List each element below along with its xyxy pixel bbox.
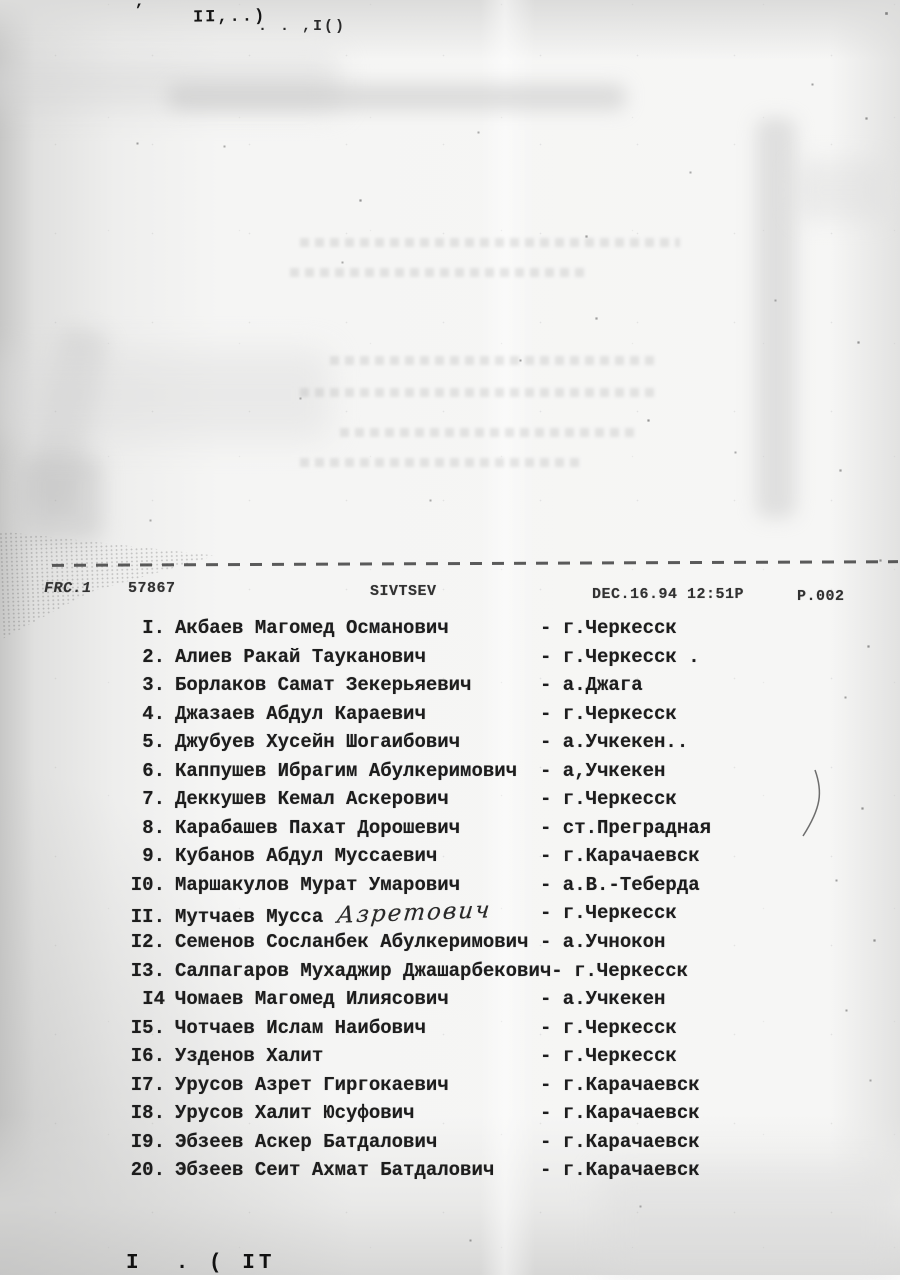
person-location: - г.Черкесск [540,617,677,639]
list-item [100,1131,840,1160]
person-name: Чотчаев Ислам Наибович [175,1016,426,1039]
person-name: Урусов Азрет Гиргокаевич [175,1073,449,1096]
list-item [100,988,840,1017]
stray-mark: ІІ,..) [192,7,267,28]
person-name: Кубанов Абдул Муссаевич [175,845,438,868]
person-name: Семенов Сосланбек Абулкеримович [175,931,529,954]
row-number: I0. [130,873,165,896]
row-number: I6. [130,1045,165,1068]
row-number: 4. [142,702,165,725]
person-location: - г.Карачаевск [540,1159,700,1182]
list-item [100,931,840,960]
row-number: I8. [130,1102,165,1125]
list-item [100,1102,840,1131]
list-item [100,1159,840,1188]
fax-header [0,578,900,604]
row-number: I9. [130,1130,165,1153]
row-number: I2. [130,931,165,954]
fax-station-id: FRC.1 [42,580,94,597]
scan-specks [0,0,1,1]
list-item [100,960,840,989]
person-location: - г.Черкесск [551,959,689,982]
list-item [100,1074,840,1103]
person-name: Эбзеев Сеит Ахмат Батдалович [175,1159,495,1182]
row-number: 20. [130,1159,165,1182]
person-name: Карабашев Пахат Дорошевич [175,816,461,839]
row-number: 5. [142,731,165,754]
person-name: Маршакулов Мурат Умарович [175,873,461,896]
person-location: - а.В.-Теберда [540,873,700,896]
fax-page-number: P.002 [797,588,845,605]
list-item [100,703,840,732]
person-location: - г.Черкесск [540,702,677,725]
person-location: - г.Черкесск [540,1016,677,1039]
row-number: I3. [130,959,165,982]
row-number: 2. [142,645,165,668]
row-number: 3. [142,674,165,697]
person-location: - а.Учнокон [540,931,666,954]
name-list [100,617,840,1188]
person-name: Узденов Халит [175,1045,324,1068]
person-location: - г.Карачаевск [540,1102,700,1125]
list-item [100,646,840,675]
person-location: - г.Черкесск . [540,645,700,668]
stray-mark: ’ [134,2,144,20]
list-item [100,674,840,703]
list-item [100,1017,840,1046]
fax-sender: SIVTSEV [370,583,437,600]
handwritten-patronymic: Азретович [335,897,494,930]
person-name: Эбзеев Аскер Батдалович [175,1130,438,1153]
stray-mark-bottom: І . ( ІТ [126,1252,276,1275]
person-name: Акбаев Магомед Османович [175,617,449,639]
row-number: 9. [142,845,165,868]
person-location: - а.Джага [540,674,643,697]
person-location: - а.Учкекен.. [540,731,689,754]
list-item [100,731,840,760]
row-number: II. [130,906,165,929]
row-number: 6. [142,759,165,782]
person-name: Салпагаров Мухаджир Джашарбекович [175,959,552,982]
list-item [100,617,840,646]
list-item [100,788,840,817]
person-name: Алиев Ракай Тауканович [175,645,426,668]
person-name: Борлаков Самат Зекерьяевич [175,674,472,697]
person-name: Джубуев Хусейн Шогаибович [175,731,461,754]
fax-datetime: DEC.16.94 12:51P [592,586,745,603]
list-item [100,760,840,789]
person-name: Мутчаев Мусса [175,906,324,929]
row-number: I. [142,617,165,639]
person-location: - г.Черкесск [540,788,677,811]
person-location: - г.Карачаевск [540,1073,700,1096]
list-item [100,845,840,874]
person-location: - а.Учкекен [540,988,666,1011]
row-number: I5. [130,1016,165,1039]
row-number: 7. [142,788,165,811]
person-name: Урусов Халит Юсуфович [175,1102,415,1125]
person-location: - г.Карачаевск [540,845,700,868]
person-name: Чомаев Магомед Илиясович [175,988,449,1011]
person-name: Джазаев Абдул Караевич [175,702,426,725]
stray-mark: . . ,І() [258,18,347,35]
list-item [100,897,840,931]
list-item [100,817,840,846]
row-number: I4 [142,988,165,1011]
fax-code: 57867 [128,580,176,597]
person-location: - г.Черкесск [540,902,677,925]
person-location: - г.Карачаевск [540,1130,700,1153]
list-item [100,1045,840,1074]
row-number: 8. [142,816,165,839]
person-location: - ст.Преградная [540,816,712,839]
row-number: I7. [130,1073,165,1096]
person-name: Деккушев Кемал Аскерович [175,788,449,811]
person-location: - а,Учкекен [540,759,666,782]
pen-stroke-mark [793,766,829,844]
person-location: - г.Черкесск [540,1045,677,1068]
person-name: Каппушев Ибрагим Абулкеримович [175,759,518,782]
